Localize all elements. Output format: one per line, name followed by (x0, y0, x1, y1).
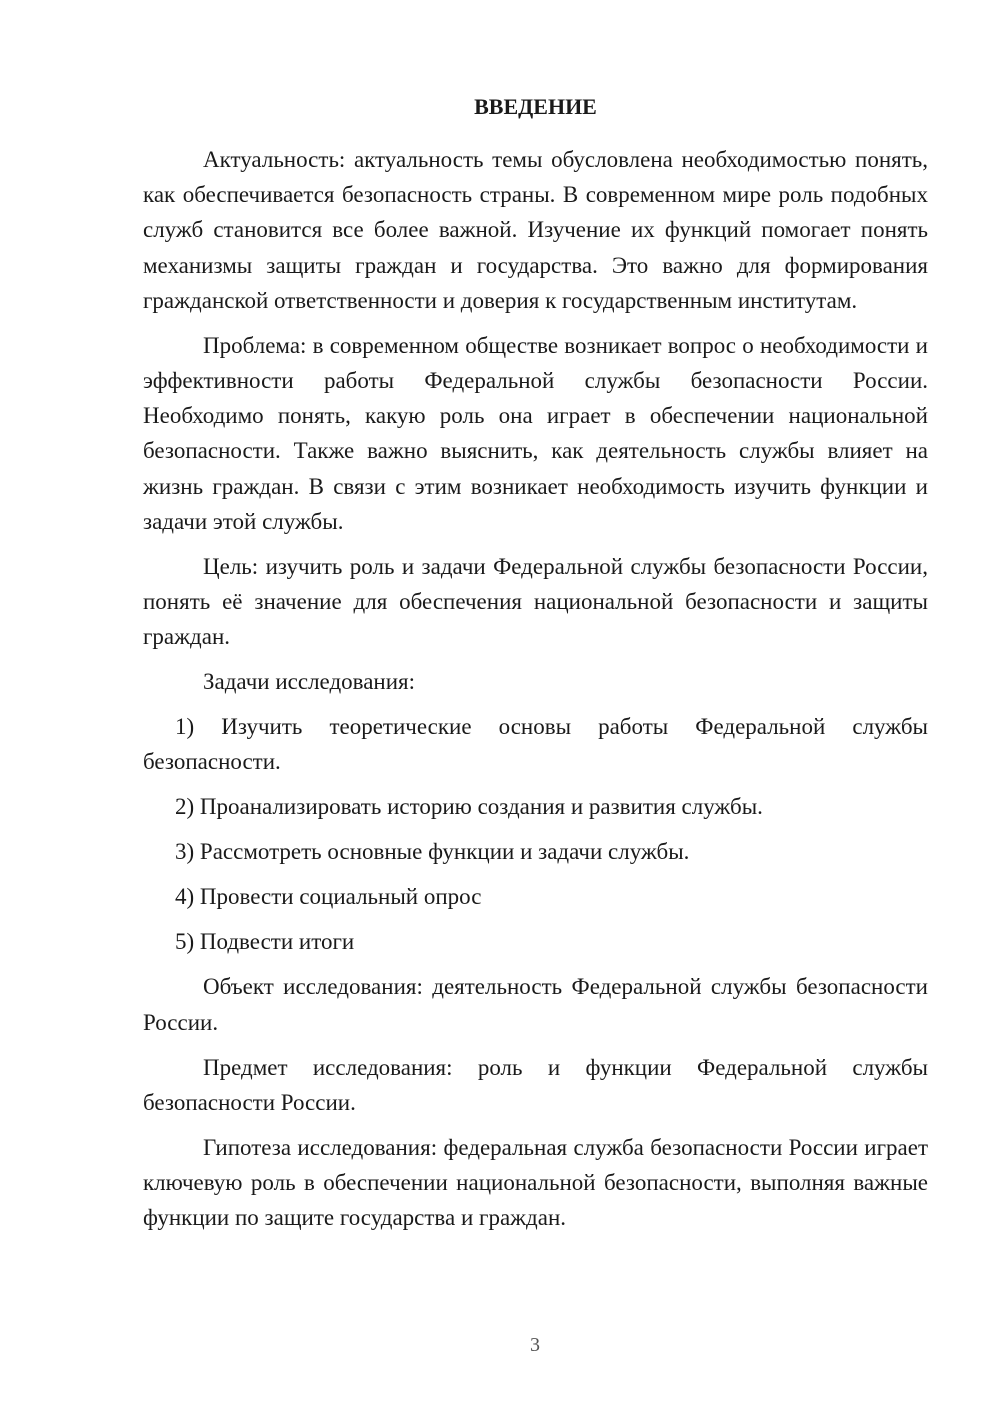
task-item-4: 4) Провести социальный опрос (175, 884, 482, 910)
task-item-5: 5) Подвести итоги (175, 929, 355, 955)
subject-paragraph: Предмет исследования: роль и функции Федеральной службы безопасности России. (143, 1054, 928, 1115)
tasks-list (143, 709, 928, 959)
tasks-heading: Задачи исследования: (203, 669, 416, 695)
relevance-paragraph: Актуальность: актуальность темы обусловлена необходимостью понять, как обеспечивается безопасность страны. В современном мире роль подобных служб становится все более важной. Изучение их функций помогает понять механизмы защиты граждан и государства. Это важно для формирования гражданской ответственности и доверия к государственным институтам. (143, 147, 928, 313)
section-title: ВВЕДЕНИЕ (474, 94, 597, 119)
hypothesis-paragraph: Гипотеза исследования: федеральная служба безопасности России играет ключевую роль в обеспечении национальной безопасности, выполняя важные функции по защите государства и граждан. (143, 1134, 928, 1231)
problem-paragraph: Проблема: в современном обществе возникает вопрос о необходимости и эффективности работы Федеральной службы безопасности России. Необходимо понять, какую роль она играет в обеспечении национальной безопасности. Также важно выяснить, как деятельность службы влияет на жизнь граждан. В связи с этим возникает необходимость изучить функции и задачи этой службы. (143, 332, 928, 534)
task-item-1: 1) Изучить теоретические основы работы Федеральной службы безопасности. (143, 714, 928, 775)
object-paragraph: Объект исследования: деятельность Федеральной службы безопасности России. (143, 974, 928, 1035)
task-item-3: 3) Рассмотреть основные функции и задачи службы. (175, 839, 690, 865)
task-item-2: 2) Проанализировать историю создания и развития службы. (175, 794, 763, 820)
document-page (143, 92, 928, 1245)
goal-paragraph: Цель: изучить роль и задачи Федеральной службы безопасности России, понять её значение для обеспечения национальной безопасности и защиты граждан. (143, 553, 928, 650)
page-number: 3 (530, 1334, 540, 1356)
